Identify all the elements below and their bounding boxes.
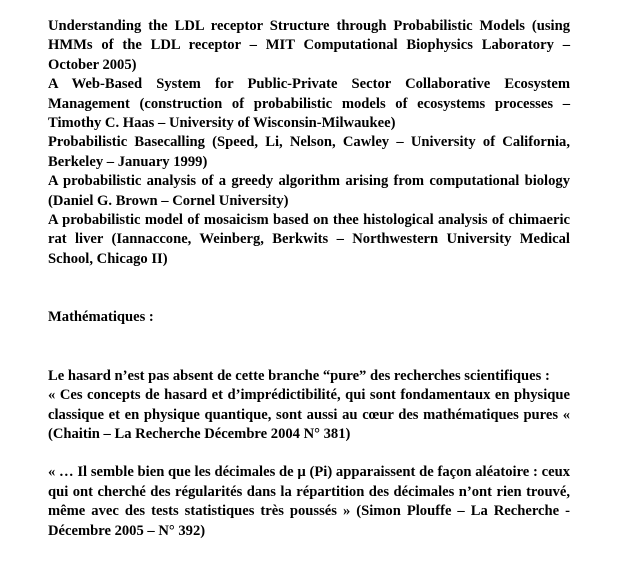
spacer [48,444,570,463]
document-body [48,17,570,541]
spacer [48,269,570,308]
quote-paragraph: « Ces concepts de hasard et d’imprédictibilité, qui sont fondamentaux en physique classique et en physique quantique, sont aussi au cœur des mathématiques pures « (Chaitin – La Recherche Décembre 2004 N° 381) [48,387,570,442]
section-heading: Mathématiques : [48,309,154,326]
reference-list [48,17,570,269]
reference-item: A Web-Based System for Public-Private Sector Collaborative Ecosystem Management (construction of probabilistic models of ecosystems processes – Timothy C. Haas – University of Wisconsin-Milwaukee) [48,76,570,132]
quote-paragraph: « … Il semble bien que les décimales de µ (Pi) apparaissent de façon aléatoire : ceux qui ont cherché des régularités dans la répartition des décimales n’ont rien trouvé, même avec des tests statistiques très poussés » (Simon Plouffe – La Recherche - Décembre 2005 – N° 392) [48,464,570,539]
reference-item: Understanding the LDL receptor Structure through Probabilistic Models (using HMMs of the LDL receptor – MIT Computational Biophysics Laboratory – October 2005) [48,18,570,73]
spacer [48,328,570,367]
intro-paragraph: Le hasard n’est pas absent de cette branche “pure” des recherches scientifiques : [48,367,550,384]
reference-item: A probabilistic model of mosaicism based on thee histological analysis of chimaeric rat liver (Iannaccone, Weinberg, Berkwits – Northwestern University Medical School, Chicago II) [48,212,570,267]
reference-item: Probabilistic Basecalling (Speed, Li, Nelson, Cawley – University of California, Berkeley – January 1999) [48,134,570,170]
reference-item: A probabilistic analysis of a greedy algorithm arising from computational biology (Daniel G. Brown – Cornel University) [48,173,570,209]
